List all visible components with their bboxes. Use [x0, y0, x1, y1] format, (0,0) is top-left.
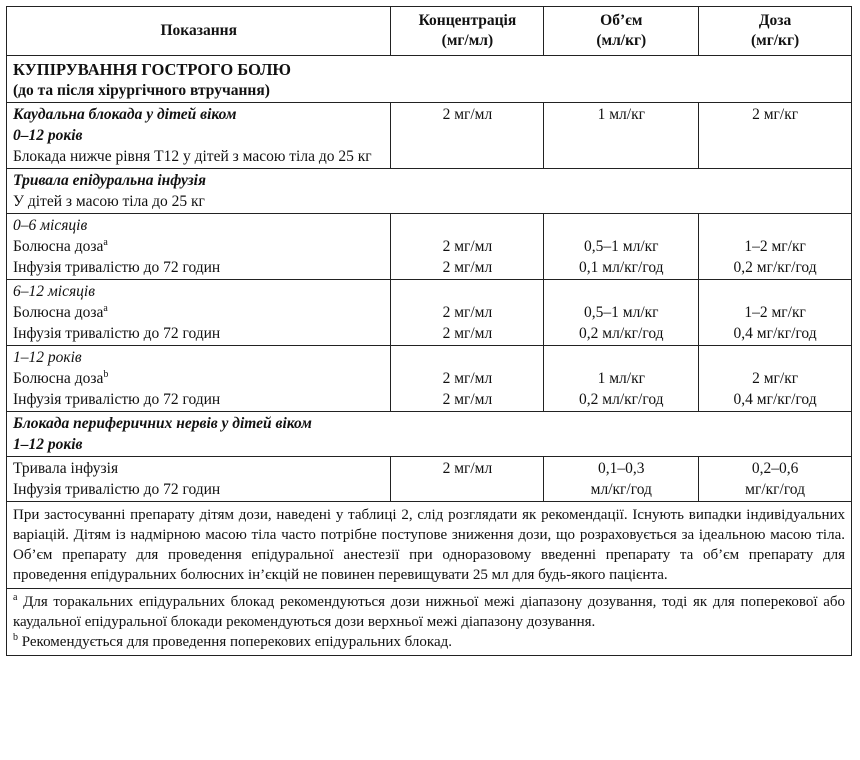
- caudal-conc: [391, 103, 544, 169]
- age-6-12m-conc1: 2 мг/мл: [442, 304, 493, 321]
- age-6-12m-vol2: 0,2 мл/кг/год: [579, 325, 664, 342]
- caudal-vol: [544, 103, 699, 169]
- age-1-12y-infusion: Інфузія тривалістю до 72 годин: [13, 391, 221, 408]
- section-title: КУПІРУВАННЯ ГОСТРОГО БОЛЮ: [13, 60, 291, 79]
- footnote-b: [13, 632, 845, 652]
- age-6-12m-conc: [391, 280, 544, 346]
- caudal-title-line2: 0–12 років: [13, 127, 83, 144]
- footnotes-cell: [7, 589, 852, 656]
- table-row: [7, 169, 852, 214]
- header-volume-label: Об’єм: [600, 12, 643, 29]
- peripheral-header: [7, 412, 852, 457]
- table-header-row: [7, 7, 852, 56]
- header-concentration-unit: (мг/мл): [441, 32, 494, 49]
- footnote-a-text: Для торакальних епідуральних блокад рекомендуються дози нижньої межі діапазону дозування, тоді як для поперекової або каудальної епідуральної блокади рекомендуються дози верхньої межі діапазону дозування.: [13, 594, 845, 630]
- age-1-12y-vol: [544, 346, 699, 412]
- footnote-mark-a: а: [103, 236, 108, 248]
- table-row: [7, 103, 852, 169]
- header-dose-unit: (мг/кг): [750, 32, 800, 49]
- peripheral-conc: [391, 457, 544, 502]
- table-row: [7, 214, 852, 280]
- peripheral-dose-line2: мг/кг/год: [745, 481, 805, 498]
- notes-row: [7, 502, 852, 589]
- age-6-12m-vol1: 0,5–1 мл/кг: [584, 304, 659, 321]
- age-6-12m-indication: [7, 280, 391, 346]
- section-row: [7, 56, 852, 103]
- epidural-title: Тривала епідуральна інфузія: [13, 172, 206, 189]
- header-indication: [7, 7, 391, 56]
- footnote-mark-b: b: [103, 368, 109, 380]
- age-0-6-label: 0–6 місяців: [13, 217, 88, 234]
- dosage-table: [6, 6, 852, 656]
- age-6-12m-infusion: Інфузія тривалістю до 72 годин: [13, 325, 221, 342]
- epidural-desc: У дітей з масою тіла до 25 кг: [13, 193, 205, 210]
- footnote-a: [13, 592, 845, 632]
- caudal-dose-value: 2 мг/кг: [752, 106, 799, 123]
- peripheral-dose-line1: 0,2–0,6: [751, 460, 799, 477]
- header-dose-label: Доза: [758, 12, 792, 29]
- age-6-12m-conc2: 2 мг/мл: [442, 325, 493, 342]
- age-0-6-conc: [391, 214, 544, 280]
- notes-main-text: При застосуванні препарату дітям дози, наведені у таблиці 2, слід розглядати як рекомендації. Існують випадки індивідуальних варіацій. Дітям із надмірною масою тіла часто потрібне поступове зниження дози, що розраховується за ідеальною масою тіла. Об’єм препарату для проведення епідуральної анестезії при одноразовому введенні препарату та об’єм препарату для проведення епідуральних болюсних ін’єкцій не повинен перевищувати 25 мл для будь-якого пацієнта.: [13, 507, 845, 583]
- caudal-indication: [7, 103, 391, 169]
- age-6-12m-dose2: 0,4 мг/кг/год: [733, 325, 817, 342]
- footnotes-row: [7, 589, 852, 656]
- caudal-conc-value: 2 мг/мл: [442, 106, 493, 123]
- age-0-6-conc2: 2 мг/мл: [442, 259, 493, 276]
- peripheral-vol-line1: 0,1–0,3: [598, 460, 645, 477]
- age-1-12y-conc2: 2 мг/мл: [442, 391, 493, 408]
- peripheral-dose: [699, 457, 852, 502]
- age-0-6-vol: [544, 214, 699, 280]
- age-1-12y-indication: [7, 346, 391, 412]
- header-concentration: [391, 7, 544, 56]
- age-0-6-vol2: 0,1 мл/кг/год: [579, 259, 664, 276]
- age-0-6-dose: [699, 214, 852, 280]
- age-0-6-vol1: 0,5–1 мл/кг: [584, 238, 659, 255]
- table-row: [7, 280, 852, 346]
- age-1-12y-dose: [699, 346, 852, 412]
- header-indication-label: Показання: [160, 22, 237, 39]
- table-row: [7, 412, 852, 457]
- age-1-12y-label: 1–12 років: [13, 349, 82, 366]
- header-concentration-label: Концентрація: [418, 12, 517, 29]
- age-6-12m-bolus-line: [13, 302, 384, 323]
- age-6-12m-bolus: Болюсна доза: [13, 304, 104, 321]
- peripheral-conc-value: 2 мг/мл: [442, 460, 493, 477]
- age-0-6-bolus: Болюсна доза: [13, 238, 104, 255]
- age-0-6-dose1: 1–2 мг/кг: [744, 238, 806, 255]
- age-0-6-dose2: 0,2 мг/кг/год: [733, 259, 817, 276]
- age-6-12m-dose1: 1–2 мг/кг: [744, 304, 806, 321]
- header-volume-unit: (мл/кг): [596, 32, 647, 49]
- age-6-12m-vol: [544, 280, 699, 346]
- caudal-dose: [699, 103, 852, 169]
- age-6-12m-dose: [699, 280, 852, 346]
- header-dose: [699, 7, 852, 56]
- age-1-12y-bolus: Болюсна доза: [13, 370, 104, 387]
- peripheral-title-line2: 1–12 років: [13, 436, 83, 453]
- caudal-desc: Блокада нижче рівня Т12 у дітей з масою тіла до 25 кг: [13, 148, 372, 165]
- footnote-a-mark: а: [13, 592, 18, 603]
- age-1-12y-dose2: 0,4 мг/кг/год: [733, 391, 817, 408]
- caudal-title-line1: Каудальна блокада у дітей віком: [13, 106, 237, 123]
- age-6-12m-label: 6–12 місяців: [13, 283, 95, 300]
- caudal-vol-value: 1 мл/кг: [597, 106, 645, 123]
- age-1-12y-bolus-line: [13, 368, 384, 389]
- section-cell: [7, 56, 852, 103]
- peripheral-title-line1: Блокада периферичних нервів у дітей віком: [13, 415, 312, 432]
- peripheral-indication: [7, 457, 391, 502]
- epidural-header: [7, 169, 852, 214]
- footnote-b-text: Рекомендується для проведення поперекових епідуральних блокад.: [18, 634, 452, 650]
- table-row: [7, 457, 852, 502]
- age-1-12y-dose1: 2 мг/кг: [752, 370, 799, 387]
- age-0-6-indication: [7, 214, 391, 280]
- peripheral-line2: Інфузія тривалістю до 72 годин: [13, 481, 221, 498]
- age-0-6-infusion: Інфузія тривалістю до 72 годин: [13, 259, 221, 276]
- age-1-12y-conc1: 2 мг/мл: [442, 370, 493, 387]
- footnote-b-mark: b: [13, 632, 18, 643]
- dosage-table-container: [6, 6, 852, 656]
- notes-main: [7, 502, 852, 589]
- table-row: [7, 346, 852, 412]
- peripheral-line1: Тривала інфузія: [13, 460, 119, 477]
- age-0-6-conc1: 2 мг/мл: [442, 238, 493, 255]
- age-1-12y-vol1: 1 мл/кг: [597, 370, 645, 387]
- header-volume: [544, 7, 699, 56]
- footnote-mark-a: а: [103, 302, 108, 314]
- age-1-12y-vol2: 0,2 мл/кг/год: [579, 391, 664, 408]
- peripheral-vol: [544, 457, 699, 502]
- age-1-12y-conc: [391, 346, 544, 412]
- age-0-6-bolus-line: [13, 236, 384, 257]
- peripheral-vol-line2: мл/кг/год: [590, 481, 652, 498]
- section-subtitle: (до та після хірургічного втручання): [13, 82, 270, 99]
